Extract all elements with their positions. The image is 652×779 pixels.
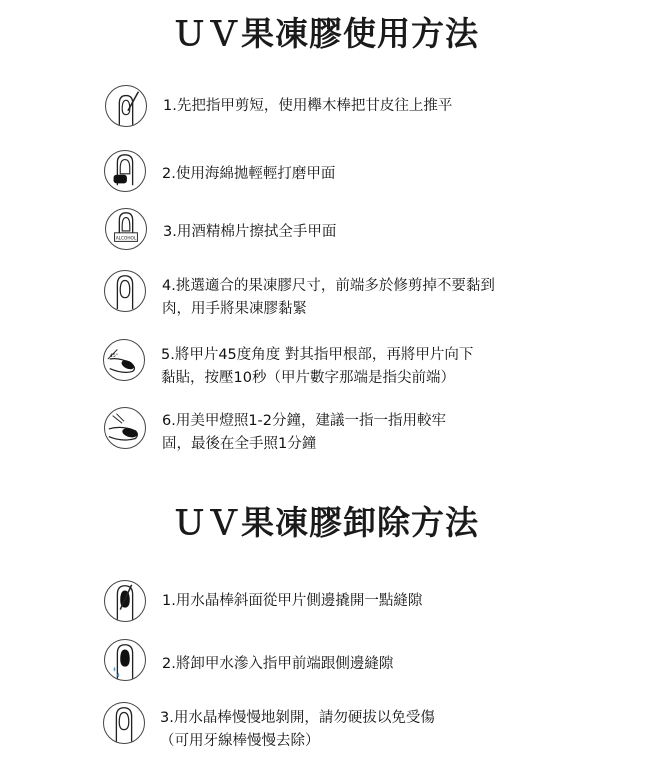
alcohol-label: ALCOHOL xyxy=(115,236,137,242)
step-text: 3.用水晶棒慢慢地剝開，請勿硬拔以免受傷 （可用牙線棒慢慢去除） xyxy=(160,710,435,749)
step-text: 5.將甲片45度角度 對其指甲根部，再將甲片向下 黏貼，按壓10秒（甲片數字那端是指尖前端） xyxy=(161,347,474,386)
step-text: 1.用水晶棒斜面從甲片側邊撬開一點縫隙 xyxy=(162,593,423,609)
angle-45-icon xyxy=(103,339,145,381)
uv-lamp-icon xyxy=(104,407,146,449)
finger-peel-icon xyxy=(103,702,145,744)
step-text: 3.用酒精棉片擦拭全手甲面 xyxy=(163,224,337,240)
crystal-stick-icon xyxy=(104,580,146,622)
removal-title: ＵＶ果凍膠卸除方法 xyxy=(173,503,479,542)
step-text: 6.用美甲燈照1-2分鐘，建議一指一指用較牢 固，最後在全手照1分鐘 xyxy=(162,413,447,452)
application-title: ＵＶ果凍膠使用方法 xyxy=(173,14,479,53)
finger-cuticle-icon xyxy=(105,85,147,127)
step-text: 1.先把指甲剪短，使用櫸木棒把甘皮往上推平 xyxy=(163,98,453,114)
finger-buffer-icon xyxy=(104,150,146,192)
step-text: 2.將卸甲水滲入指甲前端跟側邊縫隙 xyxy=(162,656,394,672)
remover-drop-icon xyxy=(104,639,146,681)
angle-label: 45° xyxy=(109,354,119,360)
finger-nail-icon xyxy=(104,270,146,312)
step-text: 4.挑選適合的果凍膠尺寸，前端多於修剪掉不要黏到 肉，用手將果凍膠黏緊 xyxy=(162,278,495,317)
step-text: 2.使用海綿拋輕輕打磨甲面 xyxy=(162,166,336,182)
alcohol-pad-icon xyxy=(105,208,147,250)
